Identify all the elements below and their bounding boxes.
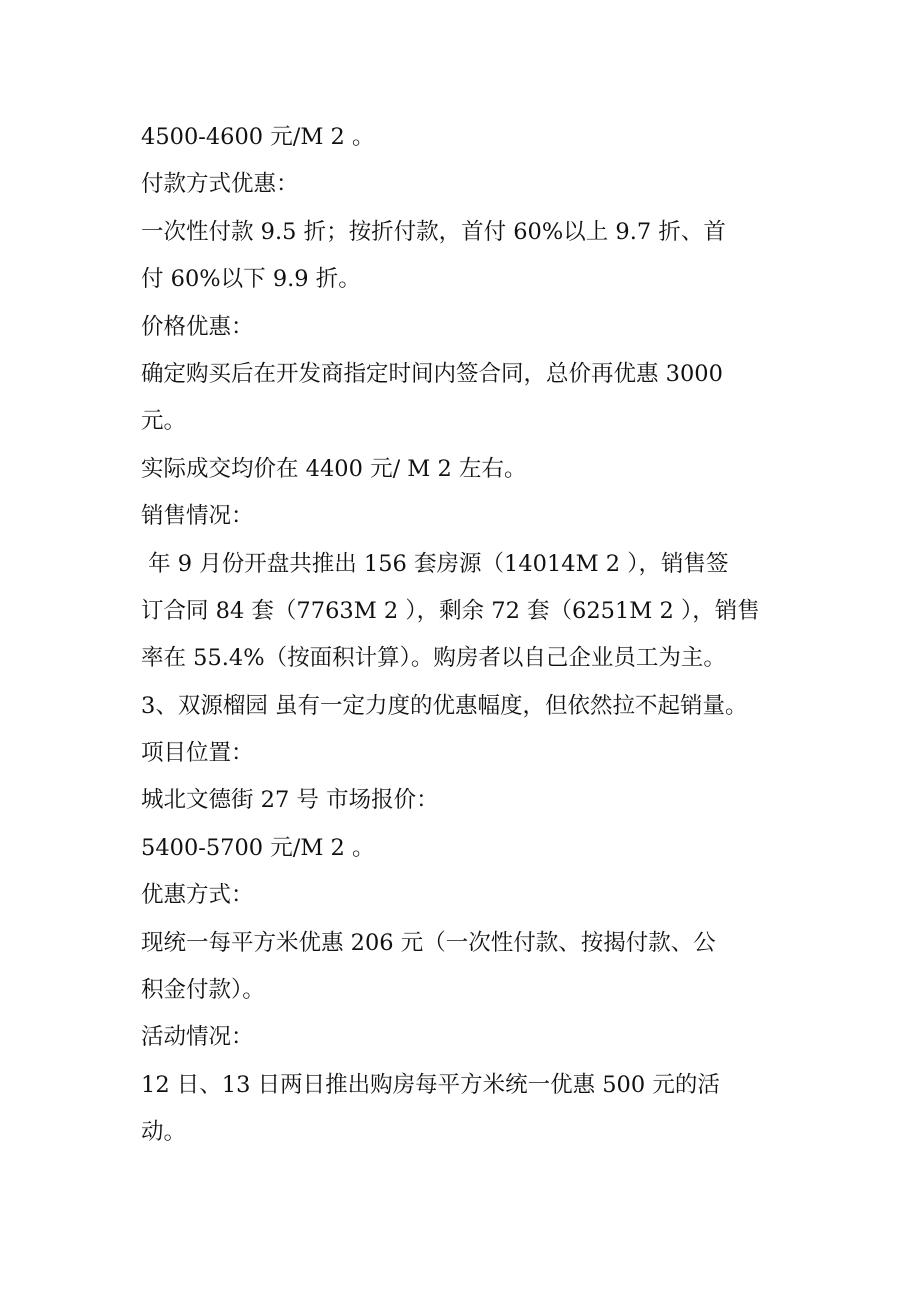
text-line: 年 9 月份开盘共推出 156 套房源（14014M 2 ），销售签 <box>141 550 729 577</box>
text-line: 一次性付款 9.5 折；按折付款，首付 60%以上 9.7 折、首 <box>141 218 726 245</box>
text-line: 确定购买后在开发商指定时间内签合同，总价再优惠 3000 <box>141 360 723 387</box>
text-line: 积金付款）。 <box>141 977 265 1004</box>
section-heading-payment-discount: 付款方式优惠： <box>141 171 299 198</box>
document-body <box>141 114 791 1157</box>
text-line: 订合同 84 套（7763M 2 ），剩余 72 套（6251M 2 ），销售 <box>141 597 760 624</box>
text-line: 率在 55.4%（按面积计算）。购房者以自己企业员工为主。 <box>141 645 726 672</box>
section-heading-price-discount: 价格优惠： <box>141 313 254 340</box>
section-heading-discount-method: 优惠方式： <box>141 882 254 909</box>
section-heading-activity: 活动情况： <box>141 1024 254 1051</box>
text-line: 5400-5700 元/M 2 。 <box>141 834 375 861</box>
text-line: 城北文德街 27 号 市场报价： <box>141 787 439 814</box>
text-line: 4500-4600 元/M 2 。 <box>141 124 375 150</box>
text-line: 动。 <box>141 1119 187 1146</box>
section-heading-project-3: 3、双源榴园 虽有一定力度的优惠幅度，但依然拉不起销量。 <box>141 692 748 719</box>
text-line: 实际成交均价在 4400 元/ M 2 左右。 <box>141 455 527 482</box>
section-heading-sales: 销售情况： <box>141 503 254 530</box>
text-line: 元。 <box>141 408 187 435</box>
section-heading-location: 项目位置： <box>141 740 254 767</box>
text-line: 现统一每平方米优惠 206 元（一次性付款、按揭付款、公 <box>141 929 716 956</box>
text-line: 付 60%以下 9.9 折。 <box>141 266 361 293</box>
text-line: 12 日、13 日两日推出购房每平方米统一优惠 500 元的活 <box>141 1071 720 1098</box>
